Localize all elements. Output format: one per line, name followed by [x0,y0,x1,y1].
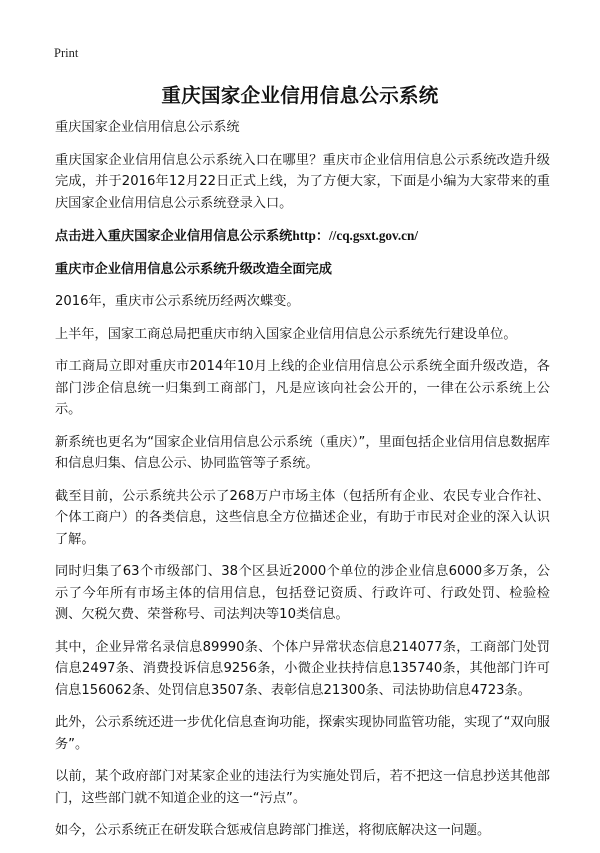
page-title: 重庆国家企业信用信息公示系统 [161,84,439,107]
paragraph: 截至目前，公示系统共公示了268万户市场主体（包括所有企业、农民专业合作社、个体工商户）的各类信息，这些信息全方位描述企业，有助于市民对企业的深入认识了解。 [55,488,550,547]
paragraph: 2016年，重庆市公示系统历经两次蝶变。 [55,294,300,309]
paragraph: 如今，公示系统正在研发联合惩戒信息跨部门推送，将彻底解决这一问题。 [55,823,491,838]
paragraph: 市工商局立即对重庆市2014年10月上线的企业信用信息公示系统全面升级改造，各部门涉企信息统一归集到工商部门，凡是应该向社会公开的，一律在公示系统上公示。 [55,359,550,417]
paragraph: 同时归集了63个市级部门、38个区县近2000个单位的涉企业信息6000多万条，公示了今年所有市场主体的信用信息，包括登记资质、行政许可、行政处罚、检验检测、欠税欠费、荣誉称号、司法判决等10类信息。 [55,564,550,622]
paragraph: 新系统也更名为“国家企业信用信息公示系统（重庆）”，里面包括企业信用信息数据库和信息归集、信息公示、协同监管等子系统。 [55,434,550,471]
section-heading: 重庆市企业信用信息公示系统升级改造全面完成 [55,261,332,277]
entry-link-url[interactable]: http：//cq.gsxt.gov.cn/ [292,228,419,243]
entry-link-line[interactable] [55,225,550,248]
print-link[interactable]: Print [54,46,79,60]
paragraph: 此外，公示系统还进一步优化信息查询功能，探索实现协同监管功能，实现了“双向服务”。 [55,715,550,752]
article-body [55,117,550,853]
article-subtitle: 重庆国家企业信用信息公示系统 [55,120,240,135]
entry-link-label[interactable]: 点击进入重庆国家企业信用信息公示系统 [55,229,293,244]
paragraph: 以前，某个政府部门对某家企业的违法行为实施处罚后，若不把这一信息抄送其他部门，这些部门就不知道企业的这一“污点”。 [55,769,550,806]
paragraph: 其中，企业异常名录信息89990条、个体户异常状态信息214077条，工商部门处罚信息2497条、消费投诉信息9256条，小微企业扶持信息135740条，其他部门许可信息156062条、处罚信息3507条、表彰信息21300条、司法协助信息4723条。 [55,639,550,698]
intro-paragraph: 重庆国家企业信用信息公示系统入口在哪里？重庆市企业信用信息公示系统改造升级完成，并于2016年12月22日正式上线，为了方便大家，下面是小编为大家带来的重庆国家企业信用信息公示系统登录入口。 [55,152,550,211]
paragraph: 上半年，国家工商总局把重庆市纳入国家企业信用信息公示系统先行建设单位。 [55,326,517,342]
